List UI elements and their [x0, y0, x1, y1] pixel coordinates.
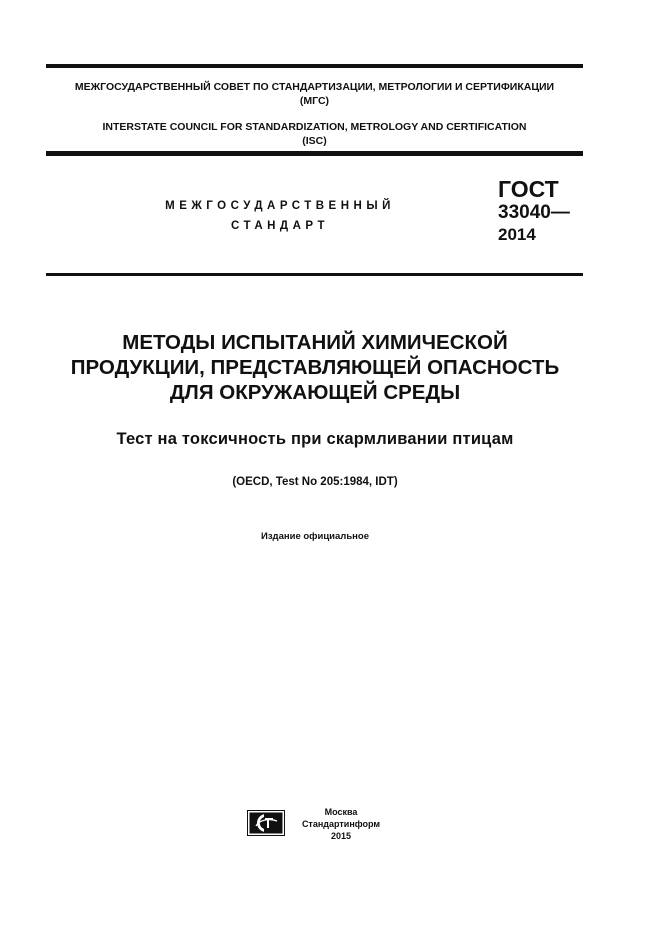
publisher-name: Стандартинформ: [301, 819, 381, 829]
council-ru-line2: (МГС): [299, 95, 330, 107]
document-subtitle: Тест на токсичность при скармливании птицам: [116, 430, 514, 448]
standartinform-logo-icon: [247, 810, 285, 836]
gost-number: 33040—: [498, 202, 570, 223]
top-rule: [46, 64, 583, 68]
publisher-block: [293, 806, 389, 842]
title-line1: МЕТОДЫ ИСПЫТАНИЙ ХИМИЧЕСКОЙ: [122, 331, 508, 354]
title-line2: ПРОДУКЦИИ, ПРЕДСТАВЛЯЮЩЕЙ ОПАСНОСТЬ: [70, 356, 560, 379]
gost-designation: [498, 176, 570, 246]
bottom-rule: [46, 273, 583, 276]
council-name-en: [46, 120, 583, 148]
council-ru-line1: МЕЖГОСУДАРСТВЕННЫЙ СОВЕТ ПО СТАНДАРТИЗАЦИИ, МЕТРОЛОГИИ И СЕРТИФИКАЦИИ: [74, 81, 555, 93]
gost-label: ГОСТ: [498, 176, 559, 202]
publisher-year: 2015: [330, 831, 352, 841]
council-en-line1: INTERSTATE COUNCIL FOR STANDARDIZATION, METROLOGY AND CERTIFICATION: [102, 121, 527, 133]
standard-type-line2: СТАНДАРТ: [231, 220, 329, 232]
standard-type: [130, 196, 430, 236]
edition-note: Издание официальное: [261, 531, 369, 542]
title-line3: ДЛЯ ОКРУЖАЮЩЕЙ СРЕДЫ: [169, 381, 461, 404]
standard-type-line1: МЕЖГОСУДАРСТВЕННЫЙ: [165, 200, 395, 212]
council-name-ru: [46, 80, 583, 108]
gost-year: 2014: [498, 225, 536, 244]
middle-rule: [46, 151, 583, 156]
publisher-city: Москва: [324, 807, 358, 817]
council-en-line2: (ISC): [302, 135, 327, 147]
document-title: [30, 330, 600, 405]
oecd-reference: (OECD, Test No 205:1984, IDT): [232, 476, 398, 488]
